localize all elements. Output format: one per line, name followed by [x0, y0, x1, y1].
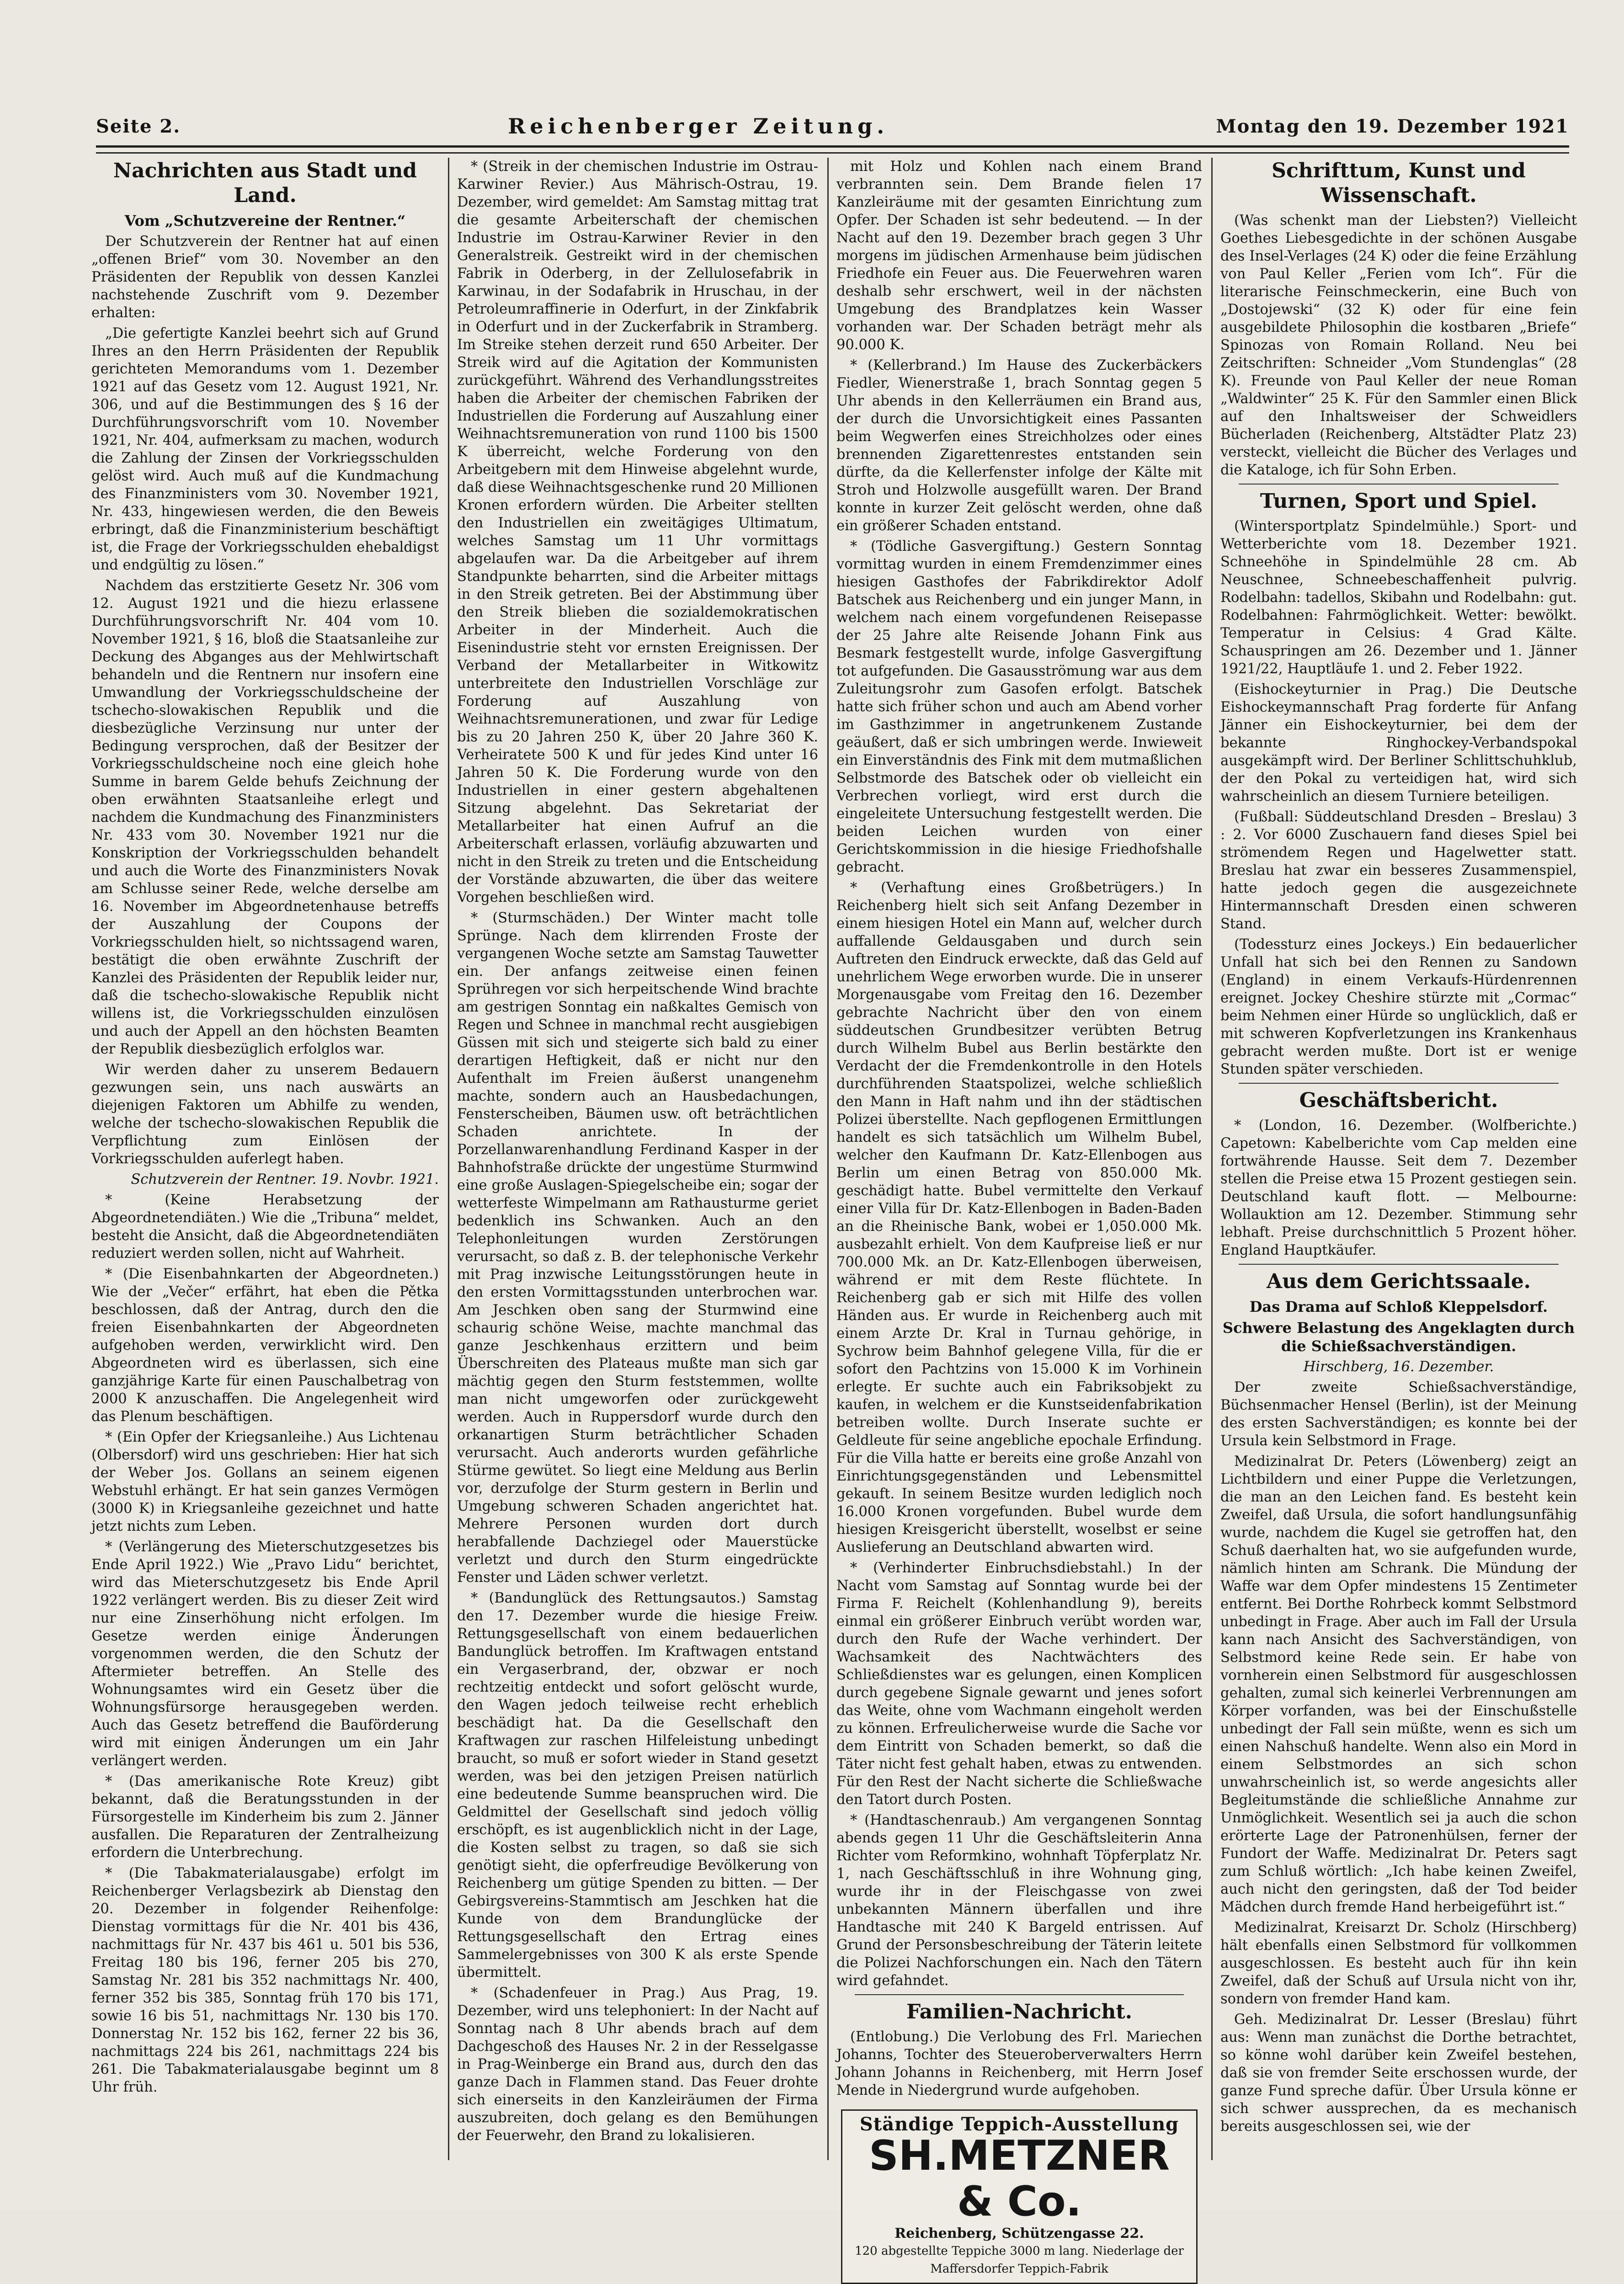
family-notice: (Entlobung.) Die Verlobung des Frl. Mariechen Johanns, Tochter des Steueroberverwalters Herrn Johann Johanns in Reichenberg, mit Herrn Josef Mende in Niedergrund wurde aufgehoben. [836, 2029, 1202, 2098]
column-3 [836, 158, 1202, 2276]
ad-details: 120 abgestellte Teppiche 3000 m lang. Niederlage der Maffersdorfer Teppich-Fabrik [855, 2244, 1184, 2276]
news-item: * (Verhaftung eines Großbetrügers.) In Reichenberg hielt sich seit Anfang Dezember in einem hiesigen Hotel ein Mann auf, welcher durch auffallende Geldausgaben und durch sein Auftreten den Eindruck erweckte, daß das Geld auf unehrlichem Wege erworben wurde. Die in unserer Morgenausgabe vom Freitag den 16. Dezember gebrachte Nachricht über den von einem süddeutschen Grundbesitzer verübten Betrug durch Wilhelm Bubel aus Berlin bestärkte den Verdacht der die Fremdenkontrolle in den Hotels durchführenden Staatspolizei, welche schließlich den Mann in Haft nahm und ihn der städtischen Polizei überstellte. Nach gepflogenen Ermittlungen handelt es sich tatsächlich um Wilhelm Bubel, welcher den Kaufmann Dr. Katz-Ellenbogen aus Berlin um einen Betrag von 850.000 Mk. geschädigt hatte. Bubel vermittelte den Verkauf einer Villa für Dr. Katz-Ellenbogen in Baden-Baden an die Rheinische Bank, wobei er 1,050.000 Mk. ausbezahlt erhielt. Von dem Kaufpreise ließ er nur 700.000 Mk. an Dr. Katz-Ellenbogen überweisen, während er mit dem Reste flüchtete. In Reichenberg gab er sich mit Hilfe des vollen Händen aus. Er wurde in Reichenberg auch mit einem Arzte Dr. Kral in Turnau gehörige, in Sychrow beim Bahnhof gelegene Villa, für die er sofort den Pachtzins von 15.000 K im Vorhinein erlegte. Er suchte auch ein Fabriksobjekt zu kaufen, in welchem er die Kunstseidenfabrikation betreiben wollte. Durch Inserate suchte er Geldleute für seine angebliche epochale Erfindung. Für die Villa hatte er bereits eine große Anzahl von Einrichtungsgegenständen und Lebensmittel gekauft. In seinem Besitze wurden lediglich noch 16.000 Kronen vorgefunden. Bubel wurde dem hiesigen Kreisgericht überstellt, woselbst er seine Auslieferung an Deutschland abwarten wird. [836, 880, 1202, 1555]
newspaper-title: Reichenberger Zeitung. [508, 114, 889, 138]
news-item: * (Die Tabakmaterialausgabe) erfolgt im Reichenberger Verlagsbezirk ab Dienstag den 20. Dezember in folgender Reihenfolge: Dienstag vormittags für die Nr. 401 bis 436, nachmittags für Nr. 437 bis 461 u. 501 bis 536, Freitag 180 bis 196, ferner 205 bis 270, Samstag Nr. 281 bis 352 nachmittags Nr. 400, ferner 352 bis 385, Sonntag früh 170 bis 171, sowie 16 bis 51, nachmittags Nr. 130 bis 170. Donnerstag Nr. 152 bis 162, ferner 22 bis 36, nachmittags 224 bis 261, nachmittags 224 bis 261. Die Tabakmaterialausgabe beginnt um 8 Uhr früh. [91, 1865, 439, 2095]
article-heading-rentner: Vom „Schutzvereine der Rentner.“ [124, 212, 406, 229]
news-item: * (Sturmschäden.) Der Winter macht tolle Sprünge. Nach dem klirrenden Froste der vergangenen Woche setzte am Samstag Tauwetter ein. Der anfangs zeitweise einen feinen Sprühregen vor sich herpeitschende Wind brachte am gestrigen Sonntag ein naßkaltes Gemisch von Regen und Schnee in manchmal recht ausgiebigen Güssen mit sich und steigerte sich bald zu einer derartigen Heftigkeit, daß er nicht nur den Aufenthalt im Freien äußerst unangenehm machte, sondern auch an Hausbedachungen, Fensterscheiben, Bäumen usw. oft beträchtlichen Schaden anrichtete. In der Porzellanwarenhandlung Ferdinand Kasper in der Bahnhofstraße drückte der ungestüme Sturmwind eine große Auslagen-Spiegelscheibe ein; sogar der wetterfeste Wimpelmann am Rathausturme geriet bedenklich ins Schwanken. Auch an den Telephonleitungen wurden Zerstörungen verursacht, so daß z. B. der telephonische Verkehr mit Prag inzwische Leitungsstörungen heute in den ersten Vormittagsstunden unterbrochen war. Am Jeschken oben sang der Sturmwind eine schaurig schöne Weise, machte manchmal das ganze Jeschkenhaus erzittern und beim Überschreiten des Plateaus mußte man sich gar mächtig gegen den Sturm feststemmen, wollte man nicht umgeworfen oder zurückgeweht werden. Auch in Ruppersdorf wurde durch den orkanartigen Sturm beträchtlicher Schaden verursacht. Auch anderorts wurden gefährliche Stürme gewütet. So liegt eine Meldung aus Berlin vor, derzufolge der Sturm gestern in Berlin und Umgebung schweren Schaden angerichtet hat. Mehrere Personen wurden dort durch herabfallende Dachziegel oder Mauerstücke verletzt und durch den Sturm eingedrückte Fenster und Läden schwer verletzt. [457, 910, 818, 1586]
column-1 [91, 158, 439, 2160]
news-item: (Wintersportplatz Spindelmühle.) Sport- und Wetterberichte vom 18. Dezember 1921. Schneehöhe in Spindelmühle 28 cm. Ab Neuschnee, Schneebeschaffenheit pulvrig. Rodelbahn: tadellos, Skibahn und Rodelbahn: gut. Rodelbahnen: Fahrmöglichkeit. Wetter: bewölkt. Temperatur in Celsius: 4 Grad Kälte. Schauspringen am 26. Dezember und 1. Jänner 1921/22, Hauptläufe 1. und 2. Feber 1922. [1220, 518, 1577, 677]
section-heading-local-news: Nachrichten aus Stadt und Land. [113, 159, 417, 207]
news-item: (Eishockeyturnier in Prag.) Die Deutsche Eishockeymannschaft Prag forderte für Anfang Jänner ein Eishockeyturnier, bei dem der bekannte Ringhockey-Verbandspokal ausgekämpft wird. Der Berliner Schlittschuhklub, der den Pokal zu verteidigen hat, wird sich wahrscheinlich an diesem Turniere beteiligen. [1220, 681, 1577, 804]
column-rule [827, 158, 829, 2160]
article-paragraph: Medizinalrat, Kreisarzt Dr. Scholz (Hirschberg) hält ebenfalls einen Selbstmord für vollkommen ausgeschlossen. Es besteht auch für ihn kein Zweifel, daß der Schuß auf Ursula nicht von ihr, sondern von fremder Hand kam. [1220, 1920, 1577, 2007]
article-paragraph: Geh. Medizinalrat Dr. Lesser (Breslau) führt aus: Wenn man zunächst die Dorthe betrachtet, so könne wohl darüber kein Zweifel bestehen, daß sie von fremder Seite erschossen wurde, der ganze Fund spreche dafür. Über Ursula könne er sich schwer aussprechen, da es mechanisch bereits ausgeschlossen sei, wie der [1220, 2012, 1577, 2135]
article-signature: Schutzverein der Rentner. 19. Novbr. 1921. [131, 1171, 439, 1187]
section-heading-court: Aus dem Gerichtssaale. [1266, 1270, 1531, 1293]
divider [1239, 1083, 1559, 1084]
ad-firm-name: SH.METZNER & Co. [868, 2132, 1170, 2225]
article-heading-drama: Das Drama auf Schloß Kleppelsdorf. [1249, 1298, 1548, 1315]
news-item: * (Streik in der chemischen Industrie im Ostrau-Karwiner Revier.) Aus Mährisch-Ostrau, 19. Dezember, wird gemeldet: Am Samstag mittag trat die gesamte Arbeiterschaft der chemischen Industrie im Ostrau-Karwiner Revier in den Generalstreik. Gestreikt wird in der chemischen Fabrik in Oderberg, in der Zellulosefabrik in Karwinau, in der Sodafabrik in Hruschau, in der Petroleumraffinerie in Oderfurt, in der Zinkfabrik in Oderfurt und in der Zuckerfabrik in Stramberg. Im Streike stehen derzeit rund 650 Arbeiter. Der Streik wird auf die Agitation der Kommunisten zurückgeführt. Während des Verhandlungsstreites haben die Arbeiter der chemischen Fabriken der Industriellen die Forderung auf Auszahlung einer Weihnachtsremuneration von rund 1100 bis 1500 K überreicht, welche Forderung von den Arbeitgebern mit dem Hinweise abgelehnt wurde, daß diese Weihnachtsgeschenke rund 20 Millionen Kronen erfordern würden. Die Arbeiter stellten den Industriellen ein zweitägiges Ultimatum, welches Samstag um 11 Uhr vormittags abgelaufen war. Da die Arbeitgeber auf ihrem Standpunkte beharrten, sind die Arbeiter mittags in den Streik getreten. Bei der Abstimmung über den Streik blieben die sozialdemokratischen Arbeiter in der Minderheit. Auch die Eisenindustrie steht vor ernsten Ereignissen. Der Verband der Metallarbeiter in Witkowitz unterbreitete den Industriellen Vorschläge zur Forderung auf Auszahlung von Weihnachtsremunerationen, und zwar für Ledige bis zu 20 Jahren 250 K, über 20 Jahre 360 K. Verheiratete 500 K und für jedes Kind unter 16 Jahren 50 K. Die Forderung wurde von den Industriellen in einer gestern abgehaltenen Sitzung abgelehnt. Das Sekretariat der Metallarbeiter hat einen Aufruf an die Arbeiterschaft erlassen, vorläufig abzuwarten und nicht in den Streik zu treten und die Entscheidung der Vorstände abzuwarten, die über das weitere Vorgehen beschließen wird. [457, 159, 818, 905]
news-item: * (Schadenfeuer in Prag.) Aus Prag, 19. Dezember, wird uns telephoniert: In der Nacht auf Sonntag nach 8 Uhr abends brach auf dem Dachgeschoß des Hauses Nr. 2 in der Resselgasse in Prag-Weinberge ein Brand aus, durch den das ganze Dach in Flammen stand. Das Feuer drohte sich einerseits in den Kanzleiräumen der Firma auszubreiten, doch gelang es den Bemühungen der Feuerwehr, den Brand zu lokalisieren. [457, 1985, 818, 2144]
column-2 [457, 158, 818, 2160]
news-item: mit Holz und Kohlen nach einem Brand verbrannten sein. Dem Brande fielen 17 Kanzleiräume mit der gesamten Einrichtung zum Opfer. Der Schaden ist sehr bedeutend. — In der Nacht auf den 19. Dezember brach gegen 3 Uhr morgens im jüdischen Armenhause beim jüdischen Friedhofe ein Feuer aus. Die Feuerwehren waren deshalb sehr erschwert, weil in der nächsten Umgebung des Brandplatzes kein Wasser vorhanden war. Der Schaden beträgt mehr als 90.000 K. [836, 159, 1202, 353]
news-item: (Fußball: Süddeutschland Dresden – Breslau) 3 : 2. Vor 6000 Zuschauern fand dieses Spiel bei strömendem Regen und Hagelwetter statt. Breslau hat zwar ein besseres Zusammenspiel, hatte jedoch gegen die ausgezeichnete Hintermannschaft Dresden einen schweren Stand. [1220, 809, 1577, 932]
page-number: Seite 2. [96, 115, 181, 137]
running-head [96, 108, 1569, 144]
article-paragraph: Medizinalrat Dr. Peters (Löwenberg) zeigt an Lichtbildern und einer Puppe die Verletzungen, die man an den Leichen fand. Es besteht kein Zweifel, daß Ursula, die sofort handlungsunfähig wurde, nachdem die Kugel sie getroffen hat, den Schuß daerhalten hat, wo sie aufgefunden wurde, nämlich hinten am Schrank. Die Mündung der Waffe war dem Opfer mindestens 15 Zentimeter entfernt. Bei Dorthe Rohrbeck kommt Selbstmord unbedingt in Frage. Aber auch im Fall der Ursula kann nach Ansicht des Sachverständigen, von Selbstmord keine Rede sein. Er habe von vornherein einen Selbstmord für ausgeschlossen gehalten, zumal sich keinerlei Verbrennungen am Körper vorfanden, was bei der Einschußstelle unbedingt der Fall sein müßte, wenn es sich um einen Nahschuß handelte. Wenn also ein Mord in einem Selbstmordes an sich schon unwahrscheinlich ist, so werde angesichts aller Begleitumstände die schließliche Annahme zur Unmöglichkeit. Wesentlich sei ja auch die schon erörterte Lage der Patronenhülsen, ferner der Fundort der Waffe. Medizinalrat Dr. Peters sagt zum Schluß wörtlich: „Ich habe keinen Zweifel, auch nicht den geringsten, daß der Tod beider Mädchen durch fremde Hand herbeigeführt ist.“ [1220, 1453, 1577, 1915]
news-item: * (Handtaschenraub.) Am vergangenen Sonntag abends gegen 11 Uhr die Geschäftsleiterin Anna Richter vom Reformkino, wohnhaft Töpferplatz Nr. 1, nach Geschäftsschluß in ihre Wohnung ging, wurde ihr in der Fleischgasse von zwei unbekannten Männern überfallen und ihre Handtasche mit 240 K Bargeld entrissen. Auf Grund der Personsbeschreibung der Täterin leitete die Polizei Nachforschungen ein. Nach den Tätern wird gefahndet. [836, 1812, 1202, 1989]
news-item: * (Die Eisenbahnkarten der Abgeordneten.) Wie der „Večer“ erfährt, hat eben die Pětka beschlossen, daß der Antrag, durch den die freien Eisenbahnkarten der Abgeordneten aufgehoben werden, verwirklicht wird. Den Abgeordneten wird es überlassen, sich eine ganzjährige Karte für einen Pauschalbetrag von 2000 K anzuschaffen. Die Angelegenheit wird das Plenum beschäftigen. [91, 1266, 439, 1425]
article-paragraph: Nachdem das erstzitierte Gesetz Nr. 306 vom 12. August 1921 und die hiezu erlassene Durchführungsvorschrift Nr. 404 vom 10. November 1921, § 16, bloß die Staatsanleihe zur Deckung des Abganges aus der Mehlwirtschaft behandeln und die Rentnern nur insofern eine Umwandlung der Vorkriegsschuldscheine der tschecho-slowakischen Republik und die diesbezügliche Verzinsung nur unter der Bedingung versprochen, daß der Besitzer der Vorkriegsschuldscheine noch eine gleich hohe Summe in barem Gelde behufs Zeichnung der oben erwähnten Staatsanleihe erlegt und nachdem die Kundmachung des Finanzministers Nr. 433 vom 30. November 1921 nur die Konskription der Vorkriegsschulden behandelt und auch die Worte des Finanzministers Novak am Schlusse seiner Rede, welche derselbe am 16. November im Abgeordnetenhause betreffs der Auszahlung der Coupons der Vorkriegsschulden hielt, so nichtssagend waren, bestätigt die oben erwähnte Zuschrift der Kanzlei des Präsidenten der Republik leider nur, daß die tschecho-slowakische Republik nicht willens ist, die Vorkriegsschulden einzulösen und auch der Appell an den höchsten Beamten der Republik diesbezüglich erfolglos war. [91, 578, 439, 1057]
column-4 [1220, 158, 1577, 2160]
news-item: * (Verhinderter Einbruchsdiebstahl.) In der Nacht vom Samstag auf Sonntag wurde bei der Firma F. Reichelt (Kohlenhandlung 9), bereits einmal ein größerer Einbruch verübt worden war, durch den Rufe der Wache verhindert. Der Wachsamkeit des Nachtwächters des Schließdienstes war es gelungen, einen Komplicen durch gegebene Signale gewarnt und jenes sofort das Weite, ohne vom Wachmann eingeholt werden zu können. Erfreulicherweise wurde die Sache vor dem Eintritt von Schaden bemerkt, so daß die Täter nicht fest gehalt haben, etwas zu entwenden. Für den Rest der Nacht sicherte die Schließwache den Tatort durch Posten. [836, 1560, 1202, 1808]
news-item: * (Das amerikanische Rote Kreuz) gibt bekannt, daß die Beratungsstunden in der Fürsorgestelle im Kinderheim bis zum 2. Jänner ausfallen. Die Reparaturen der Zentralheizung erfordern die Unterbrechung. [91, 1773, 439, 1861]
section-heading-sport: Turnen, Sport und Spiel. [1260, 490, 1538, 513]
article-paragraph: Der zweite Schießsachverständige, Büchsenmacher Hensel (Berlin), ist der Meinung des ersten Sachverständigen; es konnte bei der Ursula kein Selbstmord in Frage. [1220, 1379, 1577, 1449]
column-rule [448, 158, 449, 2160]
news-item: * (Bandunglück des Rettungsautos.) Samstag den 17. Dezember wurde die hiesige Freiw. Rettungsgesellschaft von einem bedauerlichen Bandunglück betroffen. Im Kraftwagen entstand ein Vergaserbrand, der, obzwar er noch rechtzeitig entdeckt und sofort gelöscht wurde, den Wagen jedoch teilweise recht erheblich beschädigt hat. Da die Gesellschaft den Kraftwagen zur raschen Hilfeleistung unbedingt braucht, so muß er sofort wieder in Stand gesetzt werden, was bei den jetzigen Preisen natürlich eine bedeutende Summe beanspruchen wird. Die Geldmittel der Gesellschaft sind jedoch völlig erschöpft, es ist augenblicklich nicht in der Lage, die Kosten selbst zu tragen, so daß sie sich genötigt sieht, die opferfreudige Bevölkerung von Reichenberg um gütige Spenden zu bitten. — Der Gebirgsvereins-Stammtisch am Jeschken hat die Kunde von dem Brandunglücke der Rettungsgesellschaft den Ertrag eines Sammelergebnisses von 300 K als erste Spende übermittelt. [457, 1590, 818, 1981]
section-heading-family: Familien-Nachricht. [906, 2000, 1133, 2023]
ad-address: Reichenberg, Schützengasse 22. [895, 2225, 1144, 2241]
advertisement-metzner [841, 2109, 1198, 2284]
article-subheading: Schwere Belastung des Angeklagten durch die Schießsachverständigen. [1222, 1319, 1575, 1355]
section-heading-arts: Schrifttum, Kunst und Wissenschaft. [1272, 159, 1526, 207]
divider [1239, 1264, 1559, 1265]
news-item: * (Kellerbrand.) Im Hause des Zuckerbäckers Fiedler, Wienerstraße 1, brach Sonntag gegen 5 Uhr abends in den Kellerräumen ein Brand aus, der durch die Unvorsichtigkeit eines Passanten beim Wegwerfen eines Streichholzes oder eines brennenden Zigarettenrestes entstanden sein dürfte, da die Kellerfenster infolge der Kälte mit Stroh und Holzwolle ausgefüllt waren. Der Brand konnte in kurzer Zeit gelöscht werden, ohne daß ein größerer Schaden entstand. [836, 357, 1202, 534]
news-item: * (Keine Herabsetzung der Abgeordnetendiäten.) Wie die „Tribuna“ meldet, besteht die Ansicht, daß die Abgeordnetendiäten reduziert werden sollen, nicht auf Wahrheit. [91, 1192, 439, 1262]
article-paragraph: Wir werden daher zu unserem Bedauern gezwungen sein, uns nach auswärts an diejenigen Faktoren um Abhilfe zu wenden, welche der tschecho-slowakischen Republik die Verpflichtung zum Einlösen der Vorkriegsschulden auferlegt haben. [91, 1062, 439, 1167]
article-paragraph: „Die gefertigte Kanzlei beehrt sich auf Grund Ihres an den Herrn Präsidenten der Republik gerichteten Memorandums vom 1. Dezember 1921 auf das Gesetz vom 12. August 1921, Nr. 306, und auf die Bestimmungen des § 16 der Durchführungsvorschrift vom 10. November 1921, Nr. 404, aufmerksam zu machen, wodurch die Zahlung der Zinsen der Vorkriegsschulden gelöst wird. Auch muß auf die Kundmachung des Finanzministers vom 30. November 1921, Nr. 433, hingewiesen werden, die den Beweis erbringt, daß die Finanzministerium beschäftigt ist, die Frage der Vorkriegsschulden ehebaldigst und endgültig zu lösen.“ [91, 325, 439, 573]
column-rule [1211, 158, 1213, 2160]
news-item: * (Verlängerung des Mieterschutzgesetzes bis Ende April 1922.) Wie „Pravo Lidu“ berichtet, wird das Mieterschutzgesetz bis Ende April 1922 verlängert werden. Bis zu dieser Zeit wird nur eine Zinserhöhung nicht erfolgen. Im Gesetze werden einige Änderungen vorgenommen werden, die den Schutz der Aftermieter betreffen. An Stelle des Wohnungsamtes wird ein Gesetz über die Wohnungsfürsorge herausgegeben werden. Auch das Gesetz betreffend die Bauförderung wird mit einigen Änderungen um ein Jahr verlängert werden. [91, 1539, 439, 1769]
divider [855, 1994, 1184, 1995]
dateline: Hirschberg, 16. Dezember. [1303, 1359, 1494, 1375]
article-paragraph: Der Schutzverein der Rentner hat auf einen „offenen Brief“ vom 30. November an den Präsidenten der Republik von dessen Kanzlei nachstehende Zuschrift vom 9. Dezember erhalten: [91, 234, 439, 321]
news-item: * (Ein Opfer der Kriegsanleihe.) Aus Lichtenau (Olbersdorf) wird uns geschrieben: Hier hat sich der Weber Jos. Gollans an seinem eigenen Webstuhl erhängt. Er hat sein ganzes Vermögen (3000 K) in Kriegsanleihe gezeichnet und hatte jetzt nichts zum Leben. [91, 1429, 439, 1534]
news-item: * (Tödliche Gasvergiftung.) Gestern Sonntag vormittag wurden in einem Fremdenzimmer eines hiesigen Gasthofes der Fabrikdirektor Adolf Batschek aus Reichenberg und ein junger Mann, in welchem nach einem vorgefundenen Reisepasse der 25 Jahre alte Reisende Johann Fink aus Besmark festgestellt wurde, infolge Gasvergiftung tot aufgefunden. Die Gasausströmung war aus dem Zuleitungsrohr zum Gasofen erfolgt. Batschek hatte sich früher schon und auch am Abend vorher im Gasthzimmer in angetrunkenem Zustande geäußert, daß er sich umbringen werde. Inwieweit ein Einverständnis des Fink mit dem mutmaßlichen Selbstmorde des Batschek oder ob vielleicht ein Verbrechen vorliegt, wird erst durch die eingeleitete Untersuchung festgestellt werden. Die beiden Leichen wurden von einer Gerichtskommission in die hiesige Friedhofshalle gebracht. [836, 538, 1202, 875]
news-item: (Todessturz eines Jockeys.) Ein bedauerlicher Unfall hat sich bei den Rennen zu Sandown (England) in einem Verkaufs-Hürdenrennen ereignet. Jockey Cheshire stürzte mit „Cormac“ beim Nehmen einer Hürde so unglücklich, daß er mit schweren Kopfverletzungen ins Krankenhaus gebracht werden mußte. Dort ist er wenige Stunden später verschieden. [1220, 937, 1577, 1077]
issue-date: Montag den 19. Dezember 1921 [1216, 115, 1569, 137]
news-item: (Was schenkt man der Liebsten?) Vielleicht Goethes Liebesgedichte in der schönen Ausgabe des Insel-Verlages (24 K) oder die feine Erzählung von Paul Keller „Ferien vom Ich“. Für die literarische Feinschmeckerin, eine Buch von „Dostojewski“ (32 K) oder für eine fein ausgebildete Philosophin die kostbaren „Briefe“ Spinozas von Romain Rolland. Neu bei Zeitschriften: Schneider „Vom Stundenglas“ (28 K). Freunde von Paul Keller der neue Roman „Waldwinter“ 25 K. Für den Sammler einen Blick auf den Inhaltsweiser der Schweidlers Bücherladen (Reichenberg, Altstädter Platz 23) versteckt, vielleicht die Bücher des Verlages und die Kataloge, ich für Sohn Erben. [1220, 213, 1577, 478]
section-heading-business: Geschäftsbericht. [1299, 1089, 1498, 1112]
ad-tagline: Ständige Teppich-Ausstellung [859, 2114, 1179, 2135]
news-item: * (London, 16. Dezember. (Wolfberichte.) Capetown: Kabelberichte vom Cap melden eine fortwährende Hausse. Seit dem 7. Dezember stellen die Preise etwa 15 Prozent gestiegen sein. Deutschland kauft flott. — Melbourne: Wollauktion am 12. Dezember. Stimmung sehr lebhaft. Preise durchschnittlich 5 Prozent höher. England Hauptkäufer. [1220, 1118, 1577, 1258]
header-rule [96, 145, 1569, 154]
